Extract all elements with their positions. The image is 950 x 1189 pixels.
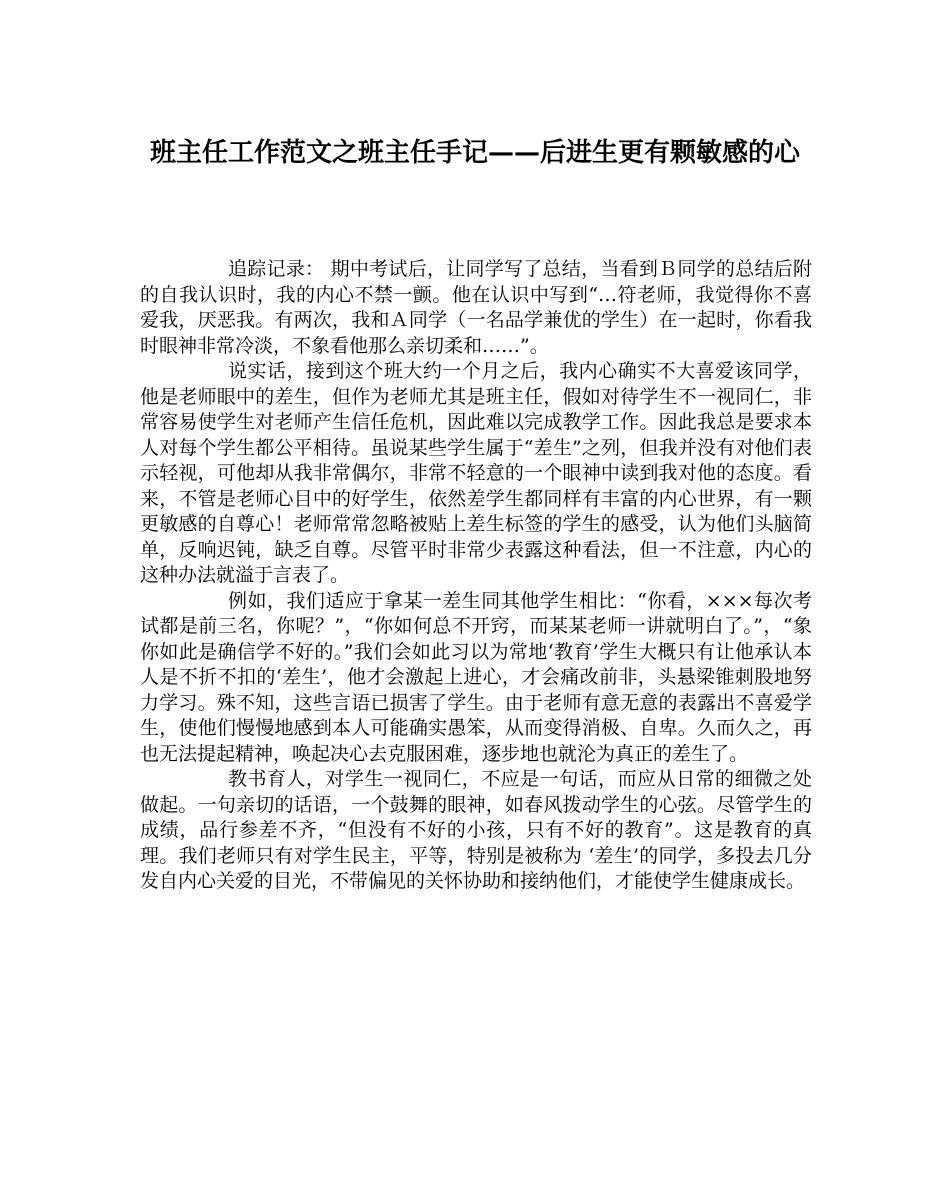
document-body	[140, 257, 812, 895]
body-paragraph-2: 说实话，接到这个班大约一个月之后，我内心确实不大喜爱该同学，他是老师眼中的差生，但作为老师尤其是班主任，假如对待学生不一视同仁，非常容易使学生对老师产生信任危机，因此难以完成教学工作。因此我总是要求本人对每个学生都公平相待。虽说某些学生属于“差生”之列，但我并没有对他们表示轻视，可他却从我非常偶尔，非常不轻意的一个眼神中读到我对他的态度。看来，不管是老师心目中的好学生，依然差学生都同样有丰富的内心世界，有一颗更敏感的自尊心！老师常常忽略被贴上差生标签的学生的感受，认为他们头脑简单，反响迟钝，缺乏自尊。尽管平时非常少表露这种看法，但一不注意，内心的这种办法就溢于言表了。	[140, 360, 812, 586]
body-paragraph-4: 教书育人，对学生一视同仁，不应是一句话，而应从日常的细微之处做起。一句亲切的话语，一个鼓舞的眼神，如春风拨动学生的心弦。尽管学生的成绩，品行参差不齐，“但没有不好的小孩，只有不好的教育”。这是教育的真理。我们老师只有对学生民主，平等，特别是被称为 ‘差生’的同学，多投去几分发自内心关爱的目光，不带偏见的关怀协助和接纳他们，才能使学生健康成长。	[140, 768, 812, 892]
document-title: 班主任工作范文之班主任手记——后进生更有颗敏感的心	[149, 138, 800, 168]
body-paragraph-3: 例如，我们适应于拿某一差生同其他学生相比：“你看，×××每次考试都是前三名，你呢？”，“你如何总不开窍，而某某老师一讲就明白了。”，“象你如此是确信学不好的。”我们会如此习以为常地‘教育’学生大概只有让他承认本人是不折不扣的‘差生’，他才会激起上进心，才会痛改前非，头悬梁锥刺股地努力学习。殊不知，这些言语已损害了学生。由于老师有意无意的表露出不喜爱学生，使他们慢慢地感到本人可能确实愚笨，从而变得消极、自卑。久而久之，再也无法提起精神，唤起决心去克服困难，逐步地也就沦为真正的差生了。	[140, 589, 812, 765]
body-paragraph-1: 追踪记录： 期中考试后，让同学写了总结，当看到Ｂ同学的总结后附的自我认识时，我的内心不禁一颤。他在认识中写到“…符老师，我觉得你不喜爱我，厌恶我。有两次，我和Ａ同学（一名品学兼优的学生）在一起时，你看我时眼神非常冷淡，不象看他那么亲切柔和……”。	[140, 258, 812, 357]
